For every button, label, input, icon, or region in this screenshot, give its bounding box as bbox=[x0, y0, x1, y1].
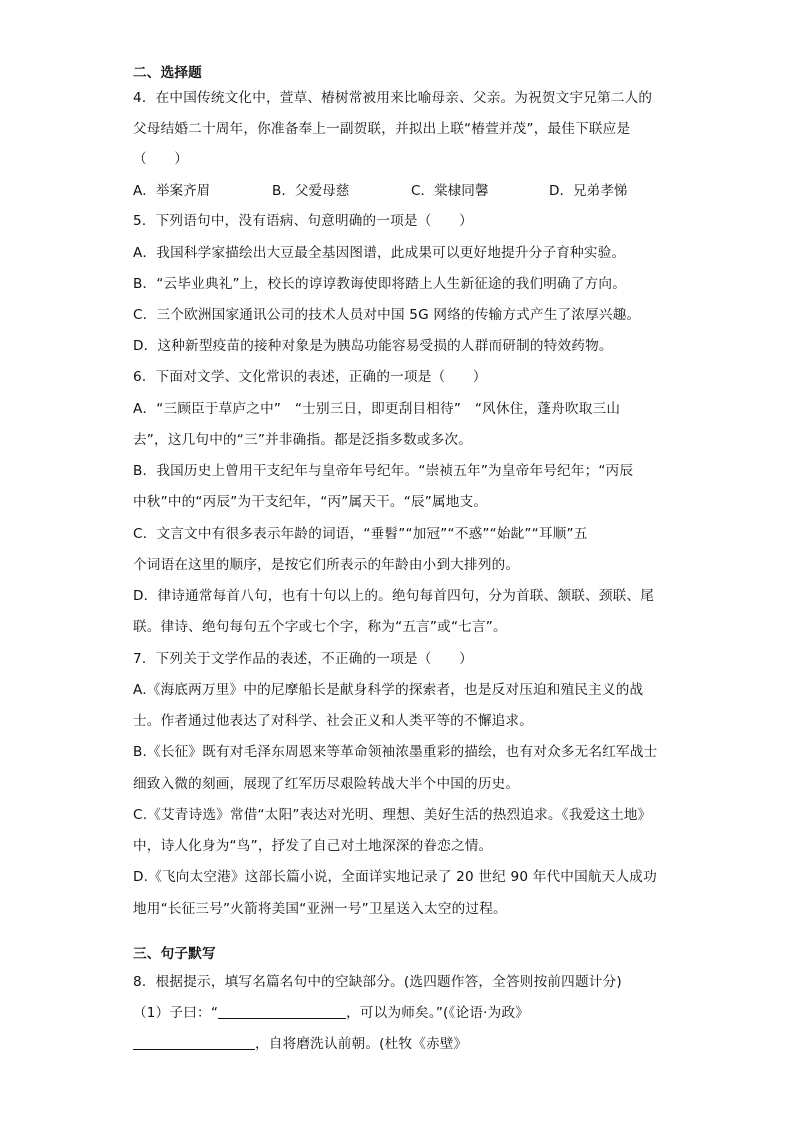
q7-option-b-line1: B.《长征》既有对毛泽东周恩来等革命领袖浓墨重彩的描绘，也有对众多无名红军战士 bbox=[133, 744, 658, 760]
q4-option-d: D．兄弟孝悌 bbox=[549, 183, 628, 199]
q6-stem: 6．下面对文学、文化常识的表述，正确的一项是（ ） bbox=[133, 369, 487, 385]
q7-option-d-line2: 地用“长征三号”火箭将美国“亚洲一号”卫星送入太空的过程。 bbox=[133, 901, 507, 917]
q6-option-d-line1: D．律诗通常每首八句，也有十句以上的。绝句每首四句，分为首联、颔联、颈联、尾 bbox=[133, 588, 655, 604]
q6-option-a-line2: 去”，这几句中的“三”并非确指。都是泛指多数或多次。 bbox=[133, 432, 472, 448]
q7-stem: 7．下列关于文学作品的表述，不正确的一项是（ ） bbox=[133, 651, 473, 667]
section-title-dictation: 三、句子默写 bbox=[133, 946, 216, 962]
q6-option-d-line2: 联。律诗、绝句每句五个字或七个字，称为“五言”或“七言”。 bbox=[133, 619, 507, 635]
q4-stem-line3: （ ） bbox=[133, 151, 189, 167]
q7-option-c-line2: 中，诗人化身为“鸟”，抒发了自己对土地深深的眷恋之情。 bbox=[133, 838, 493, 854]
q8-stem: 8．根据提示，填写名篇名句中的空缺部分。(选四题作答，全答则按前四题计分) bbox=[133, 974, 622, 990]
q7-option-c-line1: C.《艾青诗选》常借“太阳”表达对光明、理想、美好生活的热烈追求。《我爱这土地》 bbox=[133, 807, 652, 823]
q7-option-a-line1: A.《海底两万里》中的尼摩船长是献身科学的探索者，也是反对压迫和殖民主义的战 bbox=[133, 682, 644, 698]
q5-option-d: D．这种新型疫苗的接种对象是为胰岛功能容易受损的人群而研制的特效药物。 bbox=[133, 338, 613, 354]
section-title-choice: 二、选择题 bbox=[133, 65, 202, 81]
q4-stem-line1: 4．在中国传统文化中，萱草、椿树常被用来比喻母亲、父亲。为祝贺文宇兄第二人的 bbox=[133, 90, 653, 106]
q4-option-a: A．举案齐眉 bbox=[133, 183, 211, 199]
q4-option-b: B．父爱母慈 bbox=[272, 183, 350, 199]
q6-option-b-line2: 中秋”中的“丙辰”为干支纪年，“丙”属天干。“辰”属地支。 bbox=[133, 494, 488, 510]
q7-option-d-line1: D.《飞向太空港》这部长篇小说，全面详实地记录了 20 世纪 90 年代中国航天人成功 bbox=[133, 869, 657, 885]
q5-option-b: B．“云毕业典礼”上，校长的谆谆教诲使即将踏上人生新征途的我们明确了方向。 bbox=[133, 276, 626, 292]
q8-item1-suffix: ，可以为师矣。”(《论语·为政》 bbox=[346, 1005, 530, 1021]
q7-option-a-line2: 士。作者通过他表达了对科学、社会正义和人类平等的不懈追求。 bbox=[133, 713, 534, 729]
q5-option-c: C．三个欧洲国家通讯公司的技术人员对中国 5G 网络的传输方式产生了浓厚兴趣。 bbox=[133, 307, 641, 323]
q5-option-a: A．我国科学家描绘出大豆最全基因图谱，此成果可以更好地提升分子育种实验。 bbox=[133, 245, 626, 261]
q6-option-b-line1: B．我国历史上曾用干支纪年与皇帝年号纪年。“崇祯五年”为皇帝年号纪年；“丙辰 bbox=[133, 463, 634, 479]
q4-option-c: C．棠棣同馨 bbox=[411, 183, 489, 199]
q6-option-c-line1: C．文言文中有很多表示年龄的词语，“垂髫”“加冠”“不惑”“始龀”“耳顺”五 bbox=[133, 526, 588, 542]
q8-item2-blank[interactable] bbox=[133, 1035, 255, 1050]
q7-option-b-line2: 细致入微的刻画，展现了红军历尽艰险转战大半个中国的历史。 bbox=[133, 776, 520, 792]
q8-item1-prefix: （1）子曰：“ bbox=[133, 1005, 219, 1021]
q8-item2 bbox=[133, 1035, 467, 1053]
q4-stem-line2: 父母结婚二十周年，你准备奉上一副贺联，并拟出上联“椿萱并茂”，最佳下联应是 bbox=[133, 121, 631, 137]
q8-item1 bbox=[133, 1004, 529, 1022]
q8-item2-suffix: ，自将磨洗认前朝。(杜牧《赤壁》 bbox=[255, 1036, 468, 1052]
q8-item1-blank[interactable] bbox=[218, 1004, 346, 1019]
q6-option-a-line1: A．“三顾臣于草庐之中” “士别三日，即更刮目相待” “风休住，蓬舟吹取三山 bbox=[133, 401, 621, 417]
q6-option-c-line2: 个词语在这里的顺序，是按它们所表示的年龄由小到大排列的。 bbox=[133, 557, 520, 573]
q5-stem: 5．下列语句中，没有语病、句意明确的一项是（ ） bbox=[133, 213, 473, 229]
